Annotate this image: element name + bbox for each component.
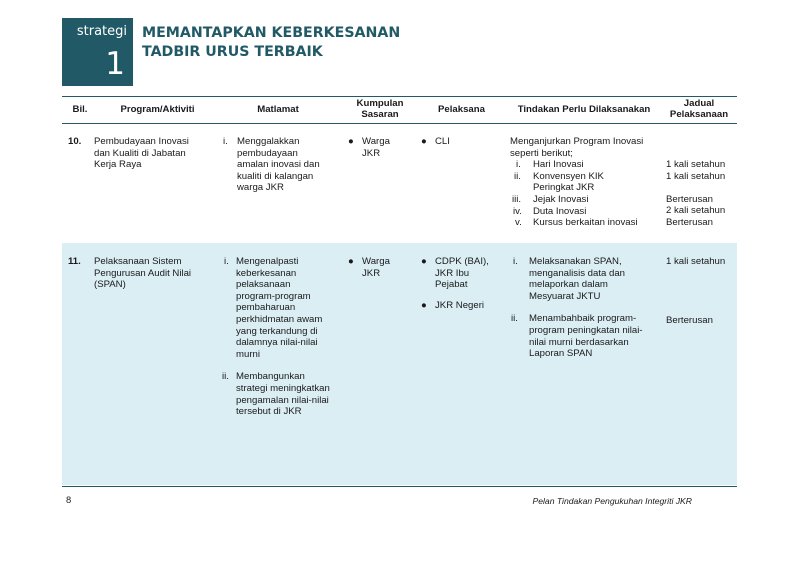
item-line: CDPK (BAI), <box>435 256 489 267</box>
tindakan-intro-line: seperti berikut; <box>510 147 573 159</box>
header-tindakan: Tindakan Perlu Dilaksanakan <box>517 104 651 115</box>
bullet-icon: ● <box>348 136 354 147</box>
pelaksana-item <box>421 256 507 291</box>
item-line: Laporan SPAN <box>529 348 593 360</box>
tindakan-item <box>510 194 660 206</box>
tindakan-item <box>510 206 660 218</box>
strategy-badge <box>62 18 133 86</box>
item-line: Mengenalpasti <box>236 256 299 267</box>
row-11-jadual-1: 1 kali setahun <box>666 256 726 267</box>
item-line: Peringkat JKR <box>533 182 595 194</box>
item-line: murni <box>236 348 260 360</box>
item-line: Konvensyen KIK <box>533 170 604 182</box>
row-11-tindakan <box>510 256 662 360</box>
item-line: JKR <box>362 147 381 159</box>
item-line: tersebut di JKR <box>236 406 302 418</box>
page-number: 8 <box>66 494 72 505</box>
row-11-bil: 11. <box>68 256 81 267</box>
row-11-program <box>94 256 218 291</box>
item-line: strategi meningkatkan <box>236 382 330 394</box>
item-marker: v. <box>515 217 522 229</box>
tindakan-item <box>510 313 662 359</box>
program-line: Pembudayaan Inovasi <box>94 136 189 147</box>
item-marker: ii. <box>514 170 521 182</box>
title-line-1: MEMANTAPKAN KEBERKESANAN <box>142 25 401 41</box>
item-line: program peningkatan nilai- <box>529 324 643 336</box>
item-marker: i. <box>224 256 229 267</box>
row-11-jadual-2: Berterusan <box>666 315 713 326</box>
bullet-icon: ● <box>421 136 427 147</box>
table-bottom-rule <box>62 486 737 487</box>
item-line: Kursus berkaitan inovasi <box>533 217 638 229</box>
jadual-value: 1 kali setahun <box>666 159 726 170</box>
item-line: Jejak Inovasi <box>533 193 589 205</box>
item-line: perkhidmatan awam <box>236 313 323 325</box>
header-jadual-line-1: Jadual <box>683 98 715 109</box>
item-line: Duta Inovasi <box>533 205 587 217</box>
item-line: Pejabat <box>435 279 468 291</box>
item-line: Membangunkan <box>236 371 305 383</box>
item-line: JKR Negeri <box>435 299 485 311</box>
strategy-number: 1 <box>105 46 125 82</box>
item-marker: ii. <box>222 371 229 383</box>
table-header-rule <box>62 123 737 124</box>
jadual-value: Berterusan <box>666 216 713 228</box>
jadual-value: Berterusan <box>666 193 713 205</box>
matlamat-item <box>222 371 342 417</box>
item-line: dalamnya nilai-nilai <box>236 337 318 349</box>
header-pelaksana: Pelaksana <box>438 104 485 115</box>
footer-doc-title: Pelan Tindakan Pengukuhan Integriti JKR <box>532 496 692 506</box>
bullet-icon: ● <box>348 256 354 267</box>
tindakan-item <box>510 171 660 194</box>
header-bil: Bil. <box>72 104 88 115</box>
header-kumpulan-line-2: Sasaran <box>361 109 399 120</box>
item-line: yang terkandung di <box>236 325 318 337</box>
item-line: warga JKR <box>237 182 284 194</box>
title-line-2: TADBIR URUS TERBAIK <box>142 44 323 60</box>
row-10-kumpulan <box>348 136 418 159</box>
item-line: Warga <box>362 256 390 267</box>
matlamat-item <box>222 256 342 360</box>
pelaksana-item <box>421 300 507 312</box>
jadual-value: 1 kali setahun <box>666 170 726 182</box>
item-line: JKR <box>362 267 381 279</box>
item-line: pembaharuan <box>236 302 296 314</box>
item-line: Melaksanakan SPAN, <box>529 256 622 267</box>
item-marker: i. <box>513 256 518 267</box>
program-line: dan Kualiti di Jabatan <box>94 147 186 159</box>
item-line: Menggalakkan <box>237 136 300 147</box>
bullet-icon: ● <box>421 256 427 267</box>
header-program: Program/Aktiviti <box>120 104 195 115</box>
item-line: Menambahbaik program- <box>529 313 637 325</box>
row-11-matlamat <box>222 256 342 418</box>
jadual-value <box>666 182 738 194</box>
pelaksana-item <box>421 136 505 148</box>
item-line: JKR Ibu <box>435 267 470 279</box>
header-kumpulan <box>343 98 417 120</box>
tindakan-intro-line: Menganjurkan Program Inovasi <box>510 136 644 147</box>
row-10-program <box>94 136 216 171</box>
row-10-bil: 10. <box>68 136 82 147</box>
item-marker: i. <box>516 159 521 171</box>
item-line: melaporkan dalam <box>529 279 608 291</box>
program-line: Pelaksanaan Sistem <box>94 256 182 267</box>
row-10-jadual <box>666 159 738 229</box>
header-jadual-line-2: Pelaksanaan <box>669 109 729 120</box>
item-line: kualiti di kalangan <box>237 170 314 182</box>
item-line: Mesyuarat JKTU <box>529 290 601 302</box>
item-line: keberkesanan <box>236 267 297 279</box>
item-marker: iii. <box>512 193 522 205</box>
item-line: Hari Inovasi <box>533 159 584 171</box>
item-line: menganalisis data dan <box>529 267 626 279</box>
tindakan-item <box>510 159 660 171</box>
tindakan-item <box>510 217 660 229</box>
row-10-matlamat <box>223 136 341 194</box>
item-marker: i. <box>223 136 228 147</box>
header-kumpulan-line-1: Kumpulan <box>356 98 404 109</box>
jadual-value: 2 kali setahun <box>666 205 726 217</box>
row-10-tindakan <box>510 136 660 229</box>
item-line: program-program <box>236 290 311 302</box>
kumpulan-item <box>348 136 418 159</box>
program-line: (SPAN) <box>94 279 126 291</box>
kumpulan-item <box>348 256 418 279</box>
tindakan-item <box>510 256 662 302</box>
item-line: nilai murni berdasarkan <box>529 336 629 348</box>
item-marker: iv. <box>513 205 522 217</box>
item-line: amalan inovasi dan <box>237 159 320 171</box>
row-11-kumpulan <box>348 256 418 279</box>
matlamat-item <box>223 136 341 194</box>
item-line: pengamalan nilai-nilai <box>236 394 329 406</box>
item-line: pembudayaan <box>237 147 298 159</box>
item-line: Warga <box>362 136 390 147</box>
row-10-pelaksana <box>421 136 505 148</box>
program-line: Kerja Raya <box>94 159 142 171</box>
page-title <box>142 24 400 62</box>
bullet-icon: ● <box>421 299 427 311</box>
program-line: Pengurusan Audit Nilai <box>94 267 192 279</box>
table-top-rule <box>62 96 737 97</box>
item-marker: ii. <box>511 313 518 325</box>
row-11-pelaksana <box>421 256 507 311</box>
header-matlamat: Matlamat <box>257 104 299 115</box>
item-line: CLI <box>435 136 450 147</box>
header-jadual <box>662 98 736 120</box>
strategy-word: strategi <box>76 24 127 39</box>
item-line: pelaksanaan <box>236 279 291 291</box>
